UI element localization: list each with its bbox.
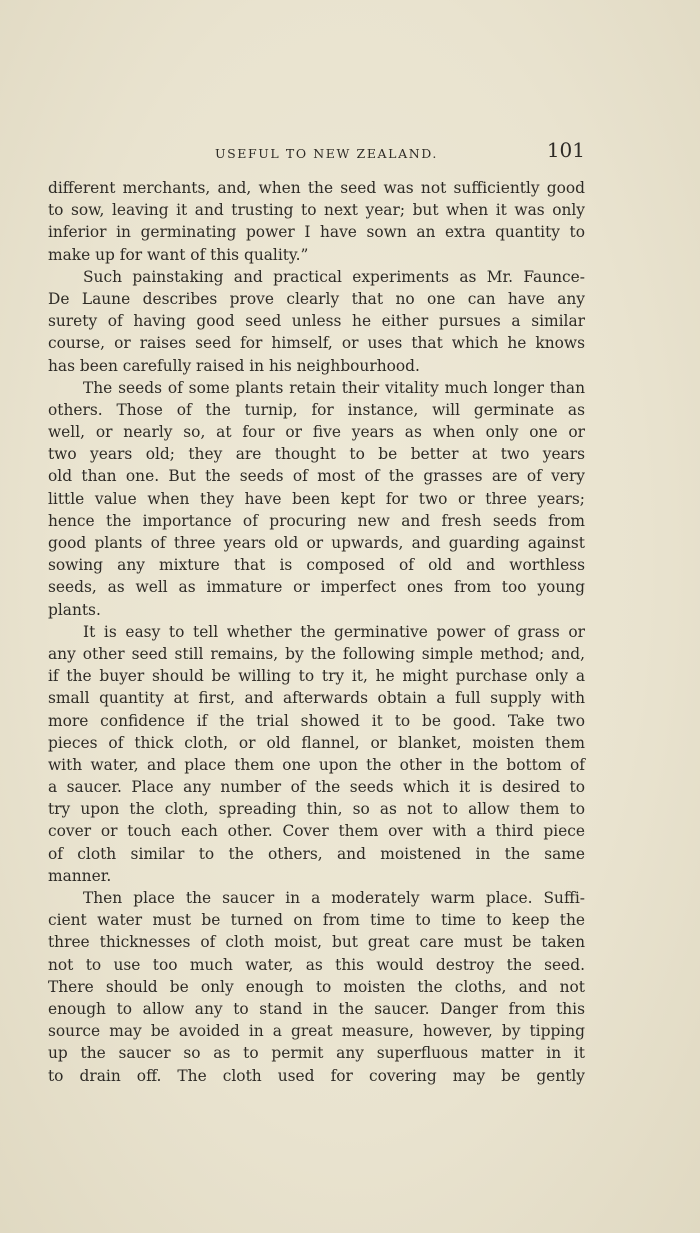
text-line: cient water must be turned on from time to time to keep the xyxy=(48,911,585,930)
text-line: little value when they have been kept for two or three years; xyxy=(48,489,585,508)
text-line: course, or raises seed for himself, or uses that which he knows xyxy=(48,334,585,353)
body-text xyxy=(48,177,585,1087)
text-line: enough to allow any to stand in the saucer. Danger from this xyxy=(48,999,585,1018)
running-title: USEFUL TO NEW ZEALAND. xyxy=(215,146,438,161)
page-header xyxy=(48,140,585,166)
text-line: old than one. But the seeds of most of the grasses are of very xyxy=(48,467,585,486)
text-line: De Laune describes prove clearly that no one can have any xyxy=(48,289,585,308)
text-line: not to use too much water, as this would destroy the seed. xyxy=(48,955,585,974)
text-line: well, or nearly so, at four or five years as when only one or xyxy=(48,423,585,442)
text-line: good plants of three years old or upwards, and guarding against xyxy=(48,534,585,552)
text-line: manner. xyxy=(48,866,112,885)
text-line: sowing any mixture that is composed of old and worthless xyxy=(48,556,585,575)
text-line: make up for want of this quality.” xyxy=(48,245,309,264)
text-line: others. Those of the turnip, for instance, will germinate as xyxy=(48,400,585,419)
text-line: pieces of thick cloth, or old flannel, or blanket, moisten them xyxy=(48,733,585,752)
text-line: of cloth similar to the others, and moistened in the same xyxy=(48,844,585,863)
text-line: hence the importance of procuring new and fresh seeds from xyxy=(48,511,585,530)
text-line: different merchants, and, when the seed was not sufficiently good xyxy=(48,179,585,197)
text-line: with water, and place them one upon the other in the bottom of xyxy=(48,755,585,774)
text-line: to sow, leaving it and trusting to next year; but when it was only xyxy=(48,201,585,220)
text-line: try upon the cloth, spreading thin, so as not to allow them to xyxy=(48,800,585,819)
text-line: surety of having good seed unless he either pursues a similar xyxy=(48,312,585,331)
text-line: There should be only enough to moisten the cloths, and not xyxy=(48,977,585,996)
text-line: any other seed still remains, by the following simple method; and, xyxy=(48,644,585,663)
page-number: 101 xyxy=(546,138,585,162)
text-line: to drain off. The cloth used for covering may be gently xyxy=(48,1066,585,1085)
text-line: plants. xyxy=(48,600,101,619)
text-line: small quantity at first, and afterwards obtain a full supply with xyxy=(48,689,585,708)
text-line: if the buyer should be willing to try it, he might purchase only a xyxy=(48,667,585,686)
text-line: two years old; they are thought to be better at two years xyxy=(48,445,585,464)
text-line: three thicknesses of cloth moist, but great care must be taken xyxy=(48,933,585,952)
text-line: up the saucer so as to permit any superfluous matter in it xyxy=(48,1044,585,1063)
text-line: a saucer. Place any number of the seeds which it is desired to xyxy=(48,778,585,797)
text-line: Such painstaking and practical experiments as Mr. Faunce- xyxy=(83,267,585,286)
text-line: Then place the saucer in a moderately warm place. Suffi- xyxy=(83,889,585,907)
text-line: It is easy to tell whether the germinative power of grass or xyxy=(83,622,585,641)
text-line: cover or touch each other. Cover them over with a third piece xyxy=(48,822,585,841)
text-line: The seeds of some plants retain their vitality much longer than xyxy=(83,378,585,397)
text-line: source may be avoided in a great measure, however, by tipping xyxy=(48,1022,585,1041)
text-line: seeds, as well as immature or imperfect ones from too young xyxy=(48,578,585,597)
text-line: more confidence if the trial showed it to be good. Take two xyxy=(48,711,585,730)
text-line: inferior in germinating power I have sown an extra quantity to xyxy=(48,223,585,242)
text-line: has been carefully raised in his neighbourhood. xyxy=(48,356,420,375)
